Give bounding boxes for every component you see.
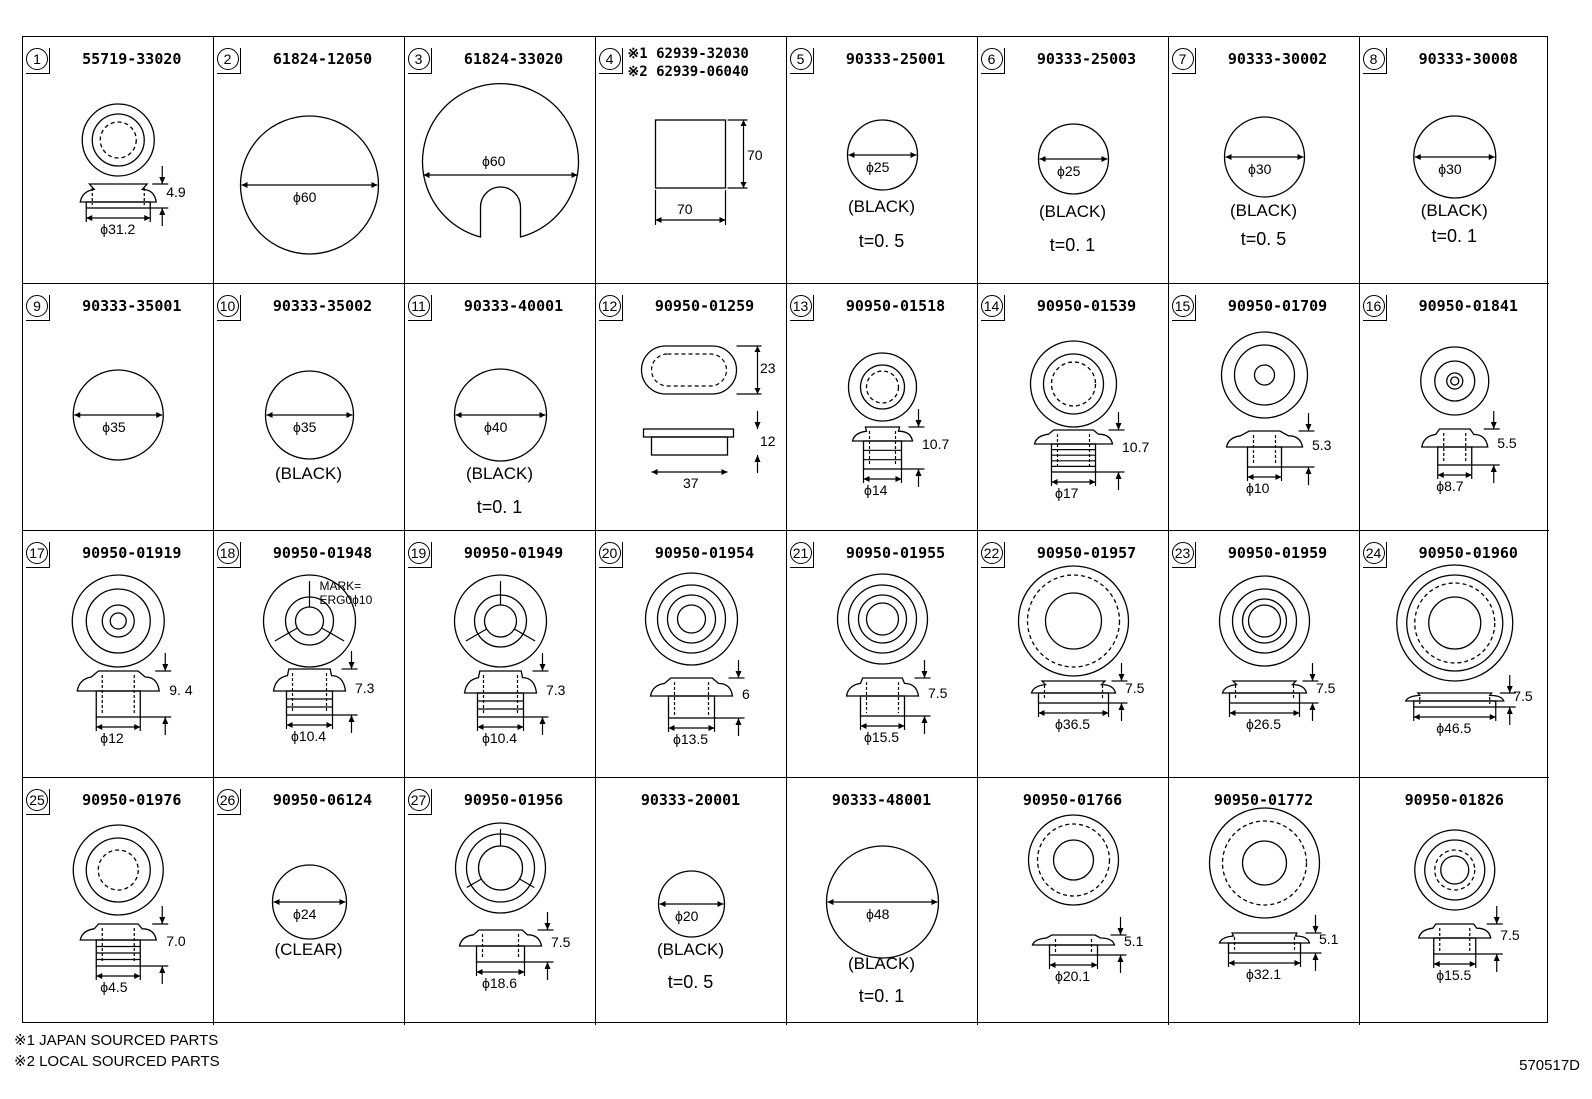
height-label: 7.3 [546, 682, 566, 698]
part-number: 90950-01709 [1227, 297, 1328, 315]
part-number: 90950-01960 [1418, 544, 1518, 562]
footnote-local: ※2 LOCAL SOURCED PARTS [14, 1053, 220, 1070]
part-number: 90950-01956 [463, 791, 564, 809]
part-number-line: ※1 62939-32030 [627, 46, 749, 62]
part-number-line: ※2 62939-06040 [627, 64, 749, 80]
footnotes [14, 1030, 220, 1072]
diameter-label: ϕ10.4 [482, 730, 518, 746]
drawing-code: 570517D [1519, 1057, 1580, 1074]
part-cell [405, 284, 596, 531]
part-number: 90950-01948 [272, 544, 373, 562]
part-number: 90333-48001 [831, 791, 932, 809]
diameter-label: ϕ12 [100, 730, 124, 746]
part-drawing [405, 284, 595, 531]
diameter-label: ϕ30 [1248, 161, 1272, 177]
part-cell [787, 284, 978, 531]
part-drawing [23, 284, 213, 531]
callout-number: 18 [217, 542, 239, 564]
diameter-label: ϕ25 [1057, 163, 1081, 179]
callout-number: 23 [1172, 542, 1194, 564]
diameter-label: ϕ17 [1055, 485, 1079, 501]
mark-label: MARK= [319, 579, 362, 593]
diameter-label: ϕ35 [102, 419, 126, 435]
callout-number: 7 [1172, 48, 1194, 70]
height-label: 4.9 [166, 184, 186, 200]
callout-number: 2 [217, 48, 239, 70]
callout-number: 19 [408, 542, 430, 564]
color-note: (BLACK) [274, 464, 343, 483]
callout-number: 27 [408, 789, 430, 811]
part-number: 90333-35002 [272, 297, 373, 315]
part-number: 90333-25001 [845, 50, 946, 68]
part-number: 90950-01518 [845, 297, 946, 315]
part-number: 90950-01919 [82, 544, 182, 562]
part-cell [23, 778, 214, 1025]
part-cell [596, 531, 787, 778]
diameter-label: ϕ24 [293, 906, 317, 922]
thickness-note: t=0. 5 [1240, 229, 1287, 249]
callout-number: 3 [408, 48, 430, 70]
height-label: 12 [760, 433, 776, 449]
part-number: 90950-01259 [654, 297, 755, 315]
part-cell [405, 531, 596, 778]
part-cell [214, 37, 405, 284]
callout-number: 4 [599, 48, 621, 70]
part-number: 90333-35001 [82, 297, 182, 315]
color-note: (BLACK) [656, 940, 725, 959]
part-number: 90950-01954 [654, 544, 755, 562]
height-label: 7.5 [1316, 680, 1336, 696]
part-number: 90333-40001 [463, 297, 564, 315]
callout-number: 21 [790, 542, 812, 564]
part-cell [214, 531, 405, 778]
callout-number: 13 [790, 295, 812, 317]
part-cell [787, 37, 978, 284]
part-drawing [214, 37, 404, 284]
part-number: 90950-01957 [1036, 544, 1137, 562]
thickness-note: t=0. 1 [858, 986, 905, 1006]
diameter-label: ϕ40 [484, 419, 508, 435]
color-note: (BLACK) [847, 954, 916, 973]
callout-number: 20 [599, 542, 621, 564]
diameter-label: ϕ14 [864, 482, 888, 498]
height-label: 5.1 [1319, 931, 1339, 947]
part-cell [978, 778, 1169, 1025]
part-cell [1169, 37, 1360, 284]
callout-number: 12 [599, 295, 621, 317]
height-label: 7.5 [551, 934, 571, 950]
height-label: 10.7 [922, 436, 950, 452]
part-drawing [1169, 778, 1359, 1025]
part-number: 90950-01976 [82, 791, 182, 809]
part-cell [1360, 37, 1550, 284]
part-cell [978, 531, 1169, 778]
diameter-label: ϕ4.5 [100, 979, 128, 995]
part-number: 90333-30002 [1227, 50, 1328, 68]
height-label: 6 [742, 686, 750, 702]
diameter-label: ϕ8.7 [1436, 478, 1464, 494]
part-cell [596, 778, 787, 1025]
mark-label: ERG0ϕ10 [319, 593, 373, 607]
width-label: 37 [683, 475, 699, 491]
part-drawing [214, 778, 404, 1025]
height-label: 5.1 [1124, 933, 1144, 949]
part-number: 90950-01959 [1227, 544, 1328, 562]
part-cell [1169, 531, 1360, 778]
part-number: 90950-01766 [1022, 791, 1123, 809]
footnote-japan: ※1 JAPAN SOURCED PARTS [14, 1032, 219, 1049]
part-number: 61824-33020 [463, 50, 564, 68]
part-number: 90950-01539 [1036, 297, 1137, 315]
color-note: (BLACK) [1420, 201, 1488, 220]
part-cell [23, 37, 214, 284]
diameter-label: ϕ36.5 [1055, 716, 1091, 732]
thickness-note: t=0. 1 [1431, 226, 1478, 246]
callout-number: 5 [790, 48, 812, 70]
callout-number: 26 [217, 789, 239, 811]
diameter-label: ϕ60 [293, 189, 317, 205]
height-label: 9. 4 [169, 682, 193, 698]
part-cell [787, 778, 978, 1025]
thickness-note: t=0. 5 [667, 972, 714, 992]
part-drawing [214, 284, 404, 531]
parts-grid [22, 36, 1548, 1023]
part-number: 90333-20001 [640, 791, 741, 809]
part-number: 90950-01949 [463, 544, 564, 562]
diameter-label: ϕ25 [866, 159, 890, 175]
height-label: 5.5 [1497, 435, 1517, 451]
height-label: 7.5 [1125, 680, 1145, 696]
part-cell [405, 778, 596, 1025]
color-note: (CLEAR) [274, 940, 343, 959]
callout-number: 16 [1363, 295, 1385, 317]
thickness-note: t=0. 1 [1049, 235, 1096, 255]
part-number: 90333-30008 [1418, 50, 1518, 68]
part-cell [23, 531, 214, 778]
diameter-label: ϕ10.4 [291, 728, 327, 744]
diameter-label: ϕ31.2 [100, 221, 136, 237]
part-drawing [1360, 531, 1550, 778]
part-cell [214, 778, 405, 1025]
diameter-label: ϕ60 [482, 153, 506, 169]
height-label: 23 [760, 360, 776, 376]
callout-number: 14 [981, 295, 1003, 317]
height-label: 7.3 [355, 680, 375, 696]
height-label: 7.0 [166, 933, 186, 949]
color-note: (BLACK) [847, 197, 916, 216]
height-label: 5.3 [1312, 437, 1332, 453]
diameter-label: ϕ10 [1246, 480, 1270, 496]
callout-number: 25 [26, 789, 48, 811]
diameter-label: ϕ18.6 [482, 975, 518, 991]
diameter-label: ϕ46.5 [1436, 720, 1472, 736]
height-label: 70 [747, 147, 763, 163]
callout-number: 17 [26, 542, 48, 564]
part-cell [787, 531, 978, 778]
diameter-label: ϕ20 [675, 908, 699, 924]
callout-number: 1 [26, 48, 48, 70]
part-drawing [1169, 531, 1359, 778]
part-number: 90950-01826 [1404, 791, 1504, 809]
diameter-label: ϕ35 [293, 419, 317, 435]
part-cell [596, 284, 787, 531]
callout-number: 10 [217, 295, 239, 317]
color-note: (BLACK) [465, 464, 534, 483]
part-cell [1360, 778, 1550, 1025]
part-number: 90333-25003 [1036, 50, 1137, 68]
part-cell [1360, 284, 1550, 531]
callout-number: 6 [981, 48, 1003, 70]
diameter-label: ϕ15.5 [864, 729, 900, 745]
part-number: 90950-01955 [845, 544, 946, 562]
part-cell [405, 37, 596, 284]
height-label: 10.7 [1122, 439, 1150, 455]
height-label: 7.5 [928, 685, 948, 701]
part-drawing [23, 37, 213, 284]
callout-number: 22 [981, 542, 1003, 564]
diameter-label: ϕ30 [1438, 161, 1462, 177]
part-cell [1169, 778, 1360, 1025]
part-cell [214, 284, 405, 531]
callout-number: 8 [1363, 48, 1385, 70]
part-cell [1360, 531, 1550, 778]
callout-number: 11 [408, 295, 430, 317]
part-cell [978, 284, 1169, 531]
part-cell [1169, 284, 1360, 531]
height-label: 7.5 [1513, 688, 1533, 704]
part-number: 90950-01841 [1418, 297, 1518, 315]
callout-number: 24 [1363, 542, 1385, 564]
part-number: 61824-12050 [272, 50, 373, 68]
diameter-label: ϕ32.1 [1246, 966, 1282, 982]
diameter-label: ϕ26.5 [1246, 716, 1282, 732]
color-note: (BLACK) [1038, 202, 1107, 221]
diameter-label: ϕ15.5 [1436, 967, 1472, 983]
part-number: 90950-06124 [272, 791, 373, 809]
thickness-note: t=0. 1 [476, 497, 523, 517]
part-cell [596, 37, 787, 284]
width-label: 70 [677, 201, 693, 217]
part-drawing [978, 531, 1168, 778]
height-label: 7.5 [1500, 927, 1520, 943]
diameter-label: ϕ20.1 [1055, 968, 1091, 984]
diameter-label: ϕ13.5 [673, 731, 709, 747]
part-number: 90950-01772 [1213, 791, 1314, 809]
part-drawing [978, 778, 1168, 1025]
callout-number: 9 [26, 295, 48, 317]
part-number: 55719-33020 [82, 50, 182, 68]
part-drawing [596, 284, 786, 531]
part-cell [978, 37, 1169, 284]
thickness-note: t=0. 5 [858, 231, 905, 251]
part-cell [23, 284, 214, 531]
diameter-label: ϕ48 [866, 906, 890, 922]
color-note: (BLACK) [1229, 201, 1298, 220]
callout-number: 15 [1172, 295, 1194, 317]
part-drawing [1360, 778, 1550, 1025]
